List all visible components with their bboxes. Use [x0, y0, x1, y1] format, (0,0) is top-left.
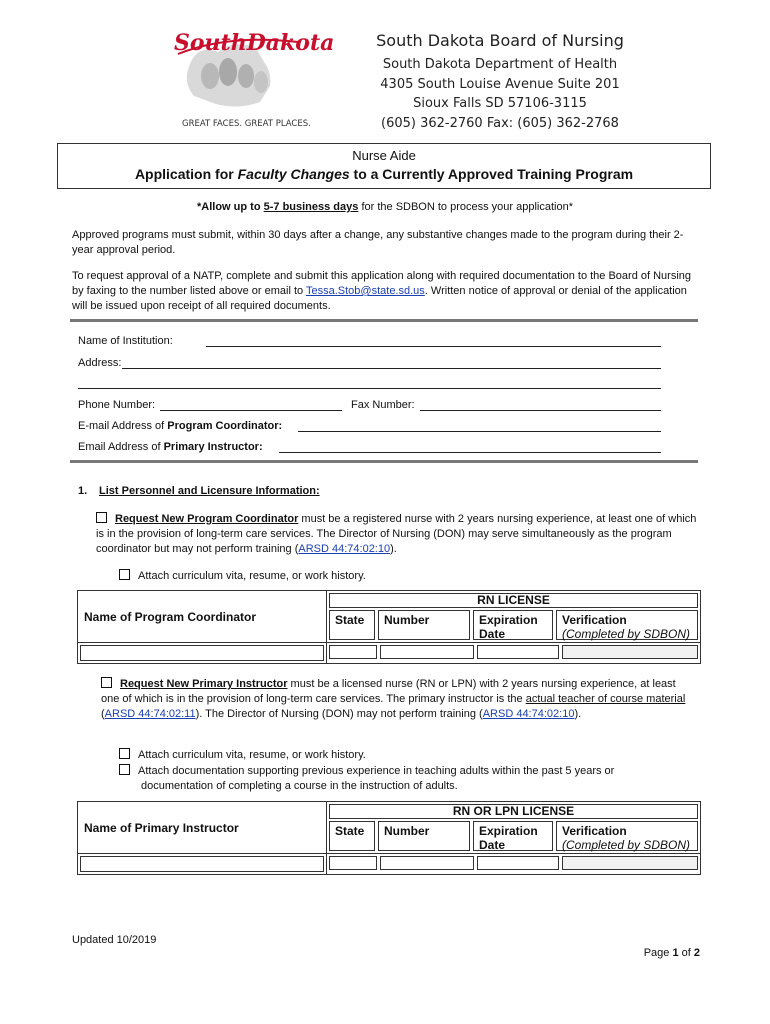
instructor-request-title: Request New Primary Instructor — [120, 678, 288, 690]
coordinator-attach-cv: Attach curriculum vita, resume, or work history. — [119, 569, 366, 584]
address-label: Address: — [78, 357, 122, 369]
rn-license-header: RN LICENSE — [329, 593, 698, 608]
instructor-email-label: Email Address of Primary Instructor: — [78, 441, 263, 453]
section-1-title: List Personnel and Licensure Information: — [99, 485, 320, 497]
fax-field[interactable] — [420, 410, 661, 411]
request-instructor-checkbox[interactable] — [101, 677, 112, 688]
instructor-verification-cell — [562, 856, 698, 870]
address-field-line-1[interactable] — [122, 368, 661, 369]
request-coordinator-checkbox[interactable] — [96, 512, 107, 523]
instructor-name-header-cell — [78, 802, 327, 854]
instructor-expiration-input[interactable] — [477, 856, 559, 870]
number-header: Number — [378, 610, 470, 640]
institution-field[interactable] — [206, 346, 661, 347]
coordinator-email-field[interactable] — [298, 431, 661, 432]
coordinator-license-input-cell — [327, 643, 701, 664]
state-header-2: State — [329, 821, 375, 851]
section-divider-top — [70, 319, 698, 322]
coordinator-email-label: E-mail Address of Program Coordinator: — [78, 420, 283, 432]
coordinator-name-header: Name of Program Coordinator — [84, 609, 257, 624]
processing-notice: *Allow up to 5-7 business days for the SDBON to process your application* — [197, 201, 573, 213]
section-divider-bottom — [70, 460, 698, 463]
verification-header: Verification (Completed by SDBON) — [556, 610, 698, 640]
form-subtitle: Nurse Aide — [352, 148, 416, 163]
attach-cv-checkbox-coordinator[interactable] — [119, 569, 130, 580]
instructor-state-input[interactable] — [329, 856, 377, 870]
coordinator-request-title: Request New Program Coordinator — [115, 513, 299, 525]
coordinator-expiration-input[interactable] — [477, 645, 559, 659]
form-title: Application for Faculty Changes to a Currently Approved Training Program — [134, 166, 634, 182]
phone-field[interactable] — [160, 410, 342, 411]
instructor-name-header: Name of Primary Instructor — [84, 820, 239, 835]
org-department: South Dakota Department of Health — [382, 57, 618, 72]
actual-teacher-text: actual teacher of course material — [525, 693, 686, 705]
form-title-emphasis: Faculty Changes — [237, 166, 350, 182]
instructor-license-table — [77, 801, 701, 875]
verification-note: (Completed by SDBON) — [562, 627, 691, 641]
org-phone: (605) 362-2760 Fax: (605) 362-2768 — [381, 115, 619, 131]
coordinator-request: Request New Program Coordinator must be a registered nurse with 2 years nursing experience, at least one of which is in the provision of long-term care services. The Director of Nursing (DON) may serve simultaneously as the program coordinator but may not perform training (ARSD 44:74:02:10). — [96, 513, 697, 555]
instructor-name-input[interactable] — [80, 856, 324, 872]
arsd-instructor-link[interactable]: ARSD 44:74:02:11 — [104, 708, 196, 720]
number-header-2: Number — [378, 821, 470, 851]
south-dakota-logo — [168, 24, 335, 134]
coordinator-name-input[interactable] — [80, 645, 324, 661]
coordinator-name-input-cell — [78, 643, 327, 664]
rn-lpn-license-header: RN OR LPN LICENSE — [329, 804, 698, 819]
instructor-number-input[interactable] — [380, 856, 474, 870]
coordinator-state-input[interactable] — [329, 645, 377, 659]
instructor-request: Request New Primary Instructor must be a licensed nurse (RN or LPN) with 2 years nursing experience, at least one of which is in the provision of long-term care services. The primary instructor is the actual teacher of course material (ARSD 44:74:02:11). The Director of Nursing (DON) may not perform training (ARSD 44:74:02:10). — [101, 678, 686, 720]
attach-cv-checkbox-instructor[interactable] — [119, 748, 130, 759]
processing-days: 5-7 business days — [263, 201, 359, 213]
updated-date: Updated 10/2019 — [72, 934, 157, 946]
instructor-name-input-cell — [78, 854, 327, 875]
arsd-don-link[interactable]: ARSD 44:74:02:10 — [482, 708, 575, 720]
rn-license-group-cell — [327, 591, 701, 643]
coordinator-name-header-cell — [78, 591, 327, 643]
coordinator-number-input[interactable] — [380, 645, 474, 659]
attach-teaching-checkbox[interactable] — [119, 764, 130, 775]
institution-label: Name of Institution: — [78, 335, 173, 347]
expiration-header: Expiration Date — [473, 610, 553, 640]
instructor-attach-teaching: Attach documentation supporting previous experience in teaching adults within the past 5 years or documentation of completing a course in the instruction of adults. — [119, 764, 681, 794]
org-city: Sioux Falls SD 57106-3115 — [413, 96, 587, 111]
org-name: South Dakota Board of Nursing — [376, 31, 624, 50]
state-header: State — [329, 610, 375, 640]
org-address: 4305 South Louise Avenue Suite 201 — [380, 76, 620, 92]
instructor-email-field[interactable] — [279, 452, 661, 453]
svg-text:SouthDakota: SouthDakota — [174, 30, 335, 56]
verification-header-2: Verification (Completed by SDBON) — [556, 821, 698, 851]
expiration-header-2: Expiration Date — [473, 821, 553, 851]
svg-text:GREAT FACES. GREAT PLACES.: GREAT FACES. GREAT PLACES. — [182, 119, 311, 129]
verification-note-2: (Completed by SDBON) — [562, 838, 691, 852]
coordinator-license-table — [77, 590, 701, 664]
instructor-attach-cv: Attach curriculum vita, resume, or work history. — [119, 748, 366, 763]
fax-label: Fax Number: — [351, 399, 415, 411]
coordinator-verification-cell — [562, 645, 698, 659]
page-number: Page 1 of 2 — [643, 947, 700, 959]
intro-paragraph-1: Approved programs must submit, within 30 days after a change, any substantive changes made to the program during their 2-year approval period. — [72, 229, 684, 256]
intro-paragraph-2: To request approval of a NATP, complete and submit this application along with required documentation to the Board of Nursing by faxing to the number listed above or email to Tessa.Stob@state.sd.us. Written notice of approval or denial of the application will be issued upon receipt of all required documents. — [72, 270, 692, 312]
phone-label: Phone Number: — [78, 399, 156, 411]
board-email-link[interactable]: Tessa.Stob@state.sd.us — [306, 285, 425, 297]
form-title-banner — [57, 143, 711, 189]
org-contact-block — [330, 30, 670, 133]
instructor-license-input-cell — [327, 854, 701, 875]
arsd-coordinator-link[interactable]: ARSD 44:74:02:10 — [298, 543, 391, 555]
address-field-line-2[interactable] — [78, 388, 661, 389]
rn-lpn-license-group-cell — [327, 802, 701, 854]
section-1-number: 1. — [78, 485, 88, 497]
